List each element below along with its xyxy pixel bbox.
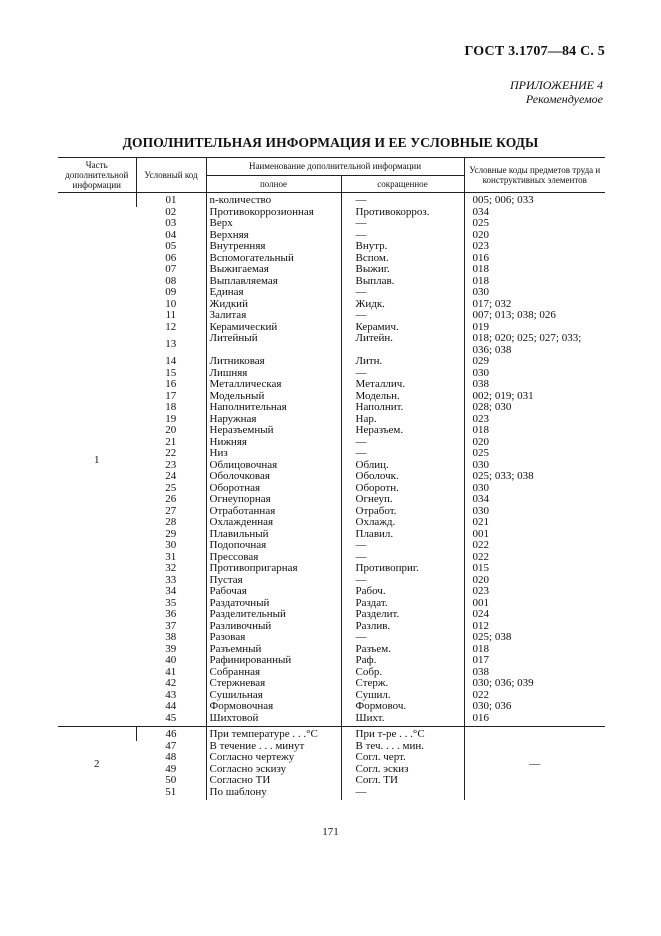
short-name-cell: — <box>341 552 464 564</box>
col-header-subject-codes: Условные коды предметов труда и конструктивных элементов <box>464 158 605 193</box>
full-name-cell: Литниковая <box>206 356 341 368</box>
table-row <box>58 218 605 230</box>
table-row <box>58 540 605 552</box>
code-cell: 24 <box>165 470 177 482</box>
subject-codes-cell: 020 <box>464 575 605 587</box>
code-cell: 17 <box>165 389 177 402</box>
col-header-full: полное <box>206 175 341 193</box>
short-name-cell: Отработ. <box>341 506 464 518</box>
subject-codes-cell: 024 <box>464 609 605 621</box>
full-name-cell: Шихтовой <box>206 713 341 727</box>
short-name-cell: Литейн. <box>341 333 464 356</box>
short-name-cell: Формовоч. <box>341 701 464 713</box>
col-header-part: Часть дополнительной информации <box>58 158 136 193</box>
table-row <box>58 379 605 391</box>
table-row <box>58 701 605 713</box>
code-cell: 20 <box>165 424 177 436</box>
short-name-cell: Противоприг. <box>341 563 464 575</box>
subject-codes-cell: 034 <box>464 207 605 219</box>
table-row <box>58 230 605 242</box>
code-cell: 29 <box>165 527 177 540</box>
short-name-cell: Охлажд. <box>341 517 464 529</box>
short-name-cell: Согл. эскиз <box>341 764 464 776</box>
short-name-cell: В теч. . . . мин. <box>341 741 464 753</box>
short-name-cell: Согл. черт. <box>341 752 464 764</box>
full-name-cell: Пустая <box>206 575 341 587</box>
code-cell: 41 <box>165 665 177 678</box>
codes-table <box>58 157 605 800</box>
subject-codes-cell: 023 <box>464 241 605 253</box>
subject-codes-cell: 005; 006; 033 <box>464 193 605 207</box>
full-name-cell: Нижняя <box>206 437 341 449</box>
full-name-cell: Наружная <box>206 414 341 426</box>
full-name-cell: Внутренняя <box>206 241 341 253</box>
code-cell: 42 <box>165 677 177 689</box>
table-row <box>58 287 605 299</box>
code-cell: 13 <box>165 337 177 350</box>
appendix-label: ПРИЛОЖЕНИЕ 4 <box>510 78 603 92</box>
code-cell: 19 <box>165 412 177 425</box>
code-cell: 09 <box>165 286 177 298</box>
short-name-cell: Огнеуп. <box>341 494 464 506</box>
full-name-cell: Модельный <box>206 391 341 403</box>
full-name-cell: Отработанная <box>206 506 341 518</box>
full-name-cell: Прессовая <box>206 552 341 564</box>
code-cell: 46 <box>136 727 206 741</box>
document-reference: ГОСТ 3.1707—84 С. 5 <box>464 44 605 59</box>
short-name-cell: — <box>341 230 464 242</box>
page-number: 171 <box>322 826 339 838</box>
table-row <box>58 333 605 356</box>
subject-codes-cell: 018 <box>464 276 605 288</box>
subject-codes-cell: 030 <box>464 483 605 495</box>
code-cell: 06 <box>165 251 177 264</box>
code-cell: 28 <box>165 516 177 528</box>
table-row <box>58 586 605 598</box>
short-name-cell: — <box>341 632 464 644</box>
table-row <box>58 506 605 518</box>
subject-codes-cell: 018 <box>464 425 605 437</box>
table-row <box>58 727 605 741</box>
full-name-cell: По шаблону <box>206 787 341 801</box>
short-name-cell: Собр. <box>341 667 464 679</box>
col-header-name-group: Наименование дополнительной информации <box>206 158 464 176</box>
table-row <box>58 241 605 253</box>
table-row <box>58 193 605 207</box>
code-cell: 34 <box>165 585 177 597</box>
table-row <box>58 368 605 380</box>
full-name-cell: Низ <box>206 448 341 460</box>
short-name-cell: Вспом. <box>341 253 464 265</box>
short-name-cell: Выплав. <box>341 276 464 288</box>
full-name-cell: В течение . . . минут <box>206 741 341 753</box>
full-name-cell: Рафинированный <box>206 655 341 667</box>
code-cell: 01 <box>136 193 206 207</box>
code-cell: 22 <box>165 447 177 459</box>
code-cell: 32 <box>165 562 177 574</box>
code-cell: 37 <box>165 619 177 632</box>
subject-codes-cell: 030 <box>464 368 605 380</box>
full-name-cell: Неразъемный <box>206 425 341 437</box>
code-cell: 25 <box>165 481 177 494</box>
short-name-cell: Выжиг. <box>341 264 464 276</box>
full-name-cell: Стержневая <box>206 678 341 690</box>
table-body <box>58 193 605 801</box>
full-name-cell: При температуре . . .°С <box>206 727 341 741</box>
full-name-cell: Согласно чертежу <box>206 752 341 764</box>
subject-codes-cell: 018; 020; 025; 027; 033; 036; 038 <box>464 333 605 356</box>
table-row <box>58 563 605 575</box>
short-name-cell: — <box>341 218 464 230</box>
code-cell: 35 <box>165 596 177 609</box>
subject-codes-cell: 023 <box>464 586 605 598</box>
code-cell: 15 <box>165 366 177 379</box>
full-name-cell: Облицовочная <box>206 460 341 472</box>
short-name-cell: Оболочк. <box>341 471 464 483</box>
code-cell: 03 <box>165 217 177 229</box>
code-cell: 23 <box>165 458 177 471</box>
code-cell: 49 <box>165 762 177 775</box>
code-cell: 21 <box>165 435 177 448</box>
table-row <box>58 264 605 276</box>
code-cell: 27 <box>165 504 177 517</box>
code-cell: 10 <box>165 297 177 310</box>
subject-codes-cell: 020 <box>464 230 605 242</box>
table-row <box>58 598 605 610</box>
full-name-cell: Противопригарная <box>206 563 341 575</box>
page-title: ДОПОЛНИТЕЛЬНАЯ ИНФОРМАЦИЯ И ЕЕ УСЛОВНЫЕ КОДЫ <box>122 135 539 150</box>
short-name-cell: — <box>341 575 464 587</box>
subject-codes-cell: 028; 030 <box>464 402 605 414</box>
subject-codes-cell: 038 <box>464 379 605 391</box>
table-row <box>58 425 605 437</box>
full-name-cell: Оборотная <box>206 483 341 495</box>
table-row <box>58 310 605 322</box>
short-name-cell: Шихт. <box>341 713 464 727</box>
code-cell: 39 <box>165 642 177 655</box>
subject-codes-cell: 019 <box>464 322 605 334</box>
table-row <box>58 644 605 656</box>
table-row <box>58 391 605 403</box>
appendix-block <box>510 78 603 106</box>
full-name-cell: Жидкий <box>206 299 341 311</box>
code-cell: 36 <box>165 608 177 620</box>
subject-codes-cell: 029 <box>464 356 605 368</box>
short-name-cell: Согл. ТИ <box>341 775 464 787</box>
part-cell: 2 <box>58 727 136 801</box>
short-name-cell: Разлив. <box>341 621 464 633</box>
table-row <box>58 552 605 564</box>
short-name-cell: Внутр. <box>341 241 464 253</box>
subject-codes-cell: 018 <box>464 644 605 656</box>
short-name-cell: Сушил. <box>341 690 464 702</box>
code-cell: 16 <box>165 378 177 390</box>
table-row <box>58 207 605 219</box>
short-name-cell: Неразъем. <box>341 425 464 437</box>
subject-codes-cell: 017; 032 <box>464 299 605 311</box>
full-name-cell: Огнеупорная <box>206 494 341 506</box>
short-name-cell: Нар. <box>341 414 464 426</box>
full-name-cell: Оболочковая <box>206 471 341 483</box>
table-row <box>58 678 605 690</box>
code-cell: 11 <box>165 309 177 321</box>
table-row <box>58 713 605 727</box>
short-name-cell: Разделит. <box>341 609 464 621</box>
table-row <box>58 575 605 587</box>
full-name-cell: Формовочная <box>206 701 341 713</box>
subject-codes-cell: 023 <box>464 414 605 426</box>
full-name-cell: Разъемный <box>206 644 341 656</box>
code-cell: 12 <box>165 320 177 333</box>
table-row <box>58 276 605 288</box>
subject-codes-cell: 025 <box>464 218 605 230</box>
code-cell: 33 <box>165 573 177 586</box>
short-name-cell: Противокорроз. <box>341 207 464 219</box>
full-name-cell: Разделительный <box>206 609 341 621</box>
full-name-cell: Керамический <box>206 322 341 334</box>
short-name-cell: — <box>341 448 464 460</box>
full-name-cell: Наполнительная <box>206 402 341 414</box>
table-row <box>58 402 605 414</box>
subject-codes-cell: 022 <box>464 540 605 552</box>
full-name-cell: Выплавляемая <box>206 276 341 288</box>
code-cell: 50 <box>165 774 177 786</box>
subject-codes-cell: 015 <box>464 563 605 575</box>
code-cell: 38 <box>165 631 177 643</box>
short-name-cell: — <box>341 368 464 380</box>
code-cell: 14 <box>165 355 177 367</box>
table-row <box>58 529 605 541</box>
full-name-cell: Противокоррозионная <box>206 207 341 219</box>
table-row <box>58 494 605 506</box>
code-cell: 30 <box>165 539 177 551</box>
short-name-cell: Раф. <box>341 655 464 667</box>
full-name-cell: Раздаточный <box>206 598 341 610</box>
col-header-code: Условный код <box>136 158 206 193</box>
col-header-short: сокращенное <box>341 175 464 193</box>
code-cell: 05 <box>165 240 177 252</box>
code-cell: 26 <box>165 493 177 505</box>
short-name-cell: — <box>341 540 464 552</box>
short-name-cell: Металлич. <box>341 379 464 391</box>
table-row <box>58 483 605 495</box>
table-row <box>58 632 605 644</box>
short-name-cell: — <box>341 287 464 299</box>
subject-codes-cell: — <box>464 727 605 801</box>
full-name-cell: Выжигаемая <box>206 264 341 276</box>
full-name-cell: Собранная <box>206 667 341 679</box>
subject-codes-cell: 017 <box>464 655 605 667</box>
table-row <box>58 517 605 529</box>
codes-table-wrapper <box>58 157 605 800</box>
subject-codes-cell: 030; 036 <box>464 701 605 713</box>
table-row <box>58 414 605 426</box>
subject-codes-cell: 012 <box>464 621 605 633</box>
subject-codes-cell: 022 <box>464 690 605 702</box>
short-name-cell: Оборотн. <box>341 483 464 495</box>
full-name-cell: Сушильная <box>206 690 341 702</box>
full-name-cell: n-количество <box>206 193 341 207</box>
short-name-cell: — <box>341 437 464 449</box>
code-cell: 08 <box>165 274 177 287</box>
full-name-cell: Залитая <box>206 310 341 322</box>
full-name-cell: Плавильный <box>206 529 341 541</box>
subject-codes-cell: 034 <box>464 494 605 506</box>
subject-codes-cell: 025; 033; 038 <box>464 471 605 483</box>
full-name-cell: Согласно ТИ <box>206 775 341 787</box>
subject-codes-cell: 025; 038 <box>464 632 605 644</box>
code-cell: 18 <box>165 401 177 413</box>
short-name-cell: Литн. <box>341 356 464 368</box>
table-row <box>58 621 605 633</box>
short-name-cell: Модельн. <box>341 391 464 403</box>
full-name-cell: Лишняя <box>206 368 341 380</box>
short-name-cell: Жидк. <box>341 299 464 311</box>
full-name-cell: Охлажденная <box>206 517 341 529</box>
code-cell: 43 <box>165 688 177 701</box>
subject-codes-cell: 016 <box>464 713 605 727</box>
subject-codes-cell: 001 <box>464 598 605 610</box>
code-cell: 51 <box>165 785 177 798</box>
code-cell: 02 <box>165 205 177 218</box>
table-row <box>58 690 605 702</box>
short-name-cell: Раздат. <box>341 598 464 610</box>
short-name-cell: Плавил. <box>341 529 464 541</box>
code-cell: 40 <box>165 654 177 666</box>
short-name-cell: — <box>341 193 464 207</box>
subject-codes-cell: 030 <box>464 506 605 518</box>
code-cell: 44 <box>165 700 177 712</box>
recommended-label: Рекомендуемое <box>525 92 603 106</box>
short-name-cell: Рабоч. <box>341 586 464 598</box>
full-name-cell: Единая <box>206 287 341 299</box>
full-name-cell: Рабочая <box>206 586 341 598</box>
table-row <box>58 437 605 449</box>
full-name-cell: Металлическая <box>206 379 341 391</box>
code-cell: 48 <box>165 751 177 763</box>
table-row <box>58 448 605 460</box>
subject-codes-cell: 021 <box>464 517 605 529</box>
full-name-cell: Верх <box>206 218 341 230</box>
code-cell: 45 <box>165 711 177 724</box>
subject-codes-cell: 030 <box>464 460 605 472</box>
subject-codes-cell: 025 <box>464 448 605 460</box>
subject-codes-cell: 016 <box>464 253 605 265</box>
subject-codes-cell: 030 <box>464 287 605 299</box>
full-name-cell: Верхняя <box>206 230 341 242</box>
code-cell: 04 <box>165 228 177 241</box>
table-row <box>58 253 605 265</box>
subject-codes-cell: 030; 036; 039 <box>464 678 605 690</box>
full-name-cell: Разовая <box>206 632 341 644</box>
code-cell: 07 <box>165 263 177 275</box>
short-name-cell: Наполнит. <box>341 402 464 414</box>
part-cell: 1 <box>58 193 136 727</box>
subject-codes-cell: 002; 019; 031 <box>464 391 605 403</box>
table-row <box>58 471 605 483</box>
short-name-cell: При т-ре . . .°С <box>341 727 464 741</box>
table-row <box>58 655 605 667</box>
table-row <box>58 356 605 368</box>
short-name-cell: Стерж. <box>341 678 464 690</box>
full-name-cell: Подопочная <box>206 540 341 552</box>
subject-codes-cell: 020 <box>464 437 605 449</box>
code-cell: 31 <box>165 550 177 563</box>
code-cell: 47 <box>165 739 177 752</box>
subject-codes-cell: 022 <box>464 552 605 564</box>
short-name-cell: — <box>341 310 464 322</box>
full-name-cell: Вспомогательный <box>206 253 341 265</box>
short-name-cell: — <box>341 787 464 801</box>
full-name-cell: Разливочный <box>206 621 341 633</box>
table-row <box>58 609 605 621</box>
short-name-cell: Облиц. <box>341 460 464 472</box>
short-name-cell: Керамич. <box>341 322 464 334</box>
short-name-cell: Разъем. <box>341 644 464 656</box>
subject-codes-cell: 018 <box>464 264 605 276</box>
full-name-cell: Согласно эскизу <box>206 764 341 776</box>
subject-codes-cell: 001 <box>464 529 605 541</box>
full-name-cell: Литейный <box>206 333 341 356</box>
subject-codes-cell: 038 <box>464 667 605 679</box>
subject-codes-cell: 007; 013; 038; 026 <box>464 310 605 322</box>
